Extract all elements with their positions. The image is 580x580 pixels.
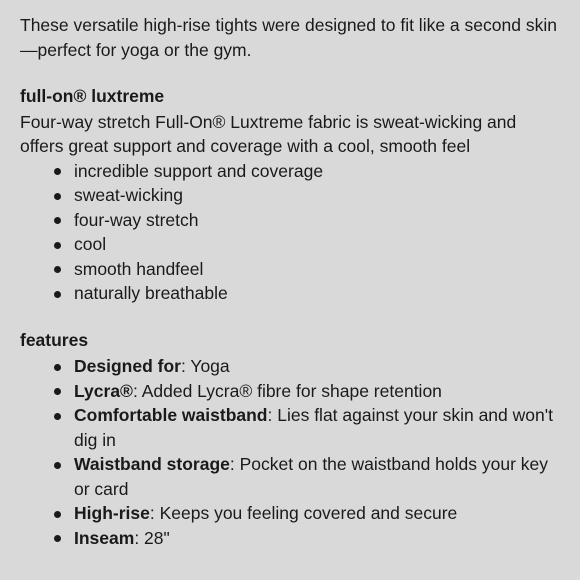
feature-list-item [74,526,560,551]
fabric-heading: full-on® luxtreme [20,86,165,106]
fabric-list-item [74,281,560,306]
bullet-icon [54,413,61,420]
feature-label: Inseam [74,527,135,548]
bullet-icon [54,462,61,469]
features-list [20,354,560,550]
fabric-description: Four-way stretch Full-On® Luxtreme fabric is sweat-wicking and offers great support and coverage with a cool, smooth feel [20,111,517,156]
bullet-icon [54,364,61,371]
bullet-icon [54,193,61,200]
fabric-list-item [74,183,560,208]
fabric-list-item [74,232,560,257]
feature-list-item [74,452,560,501]
fabric-list-item [74,208,560,233]
feature-text: : Added Lycra® fibre for shape retention [132,380,442,401]
feature-text: : Yoga [180,356,230,376]
fabric-item-text: cool [74,234,107,254]
bullet-icon [54,535,61,542]
feature-label: High-rise [74,503,150,523]
features-heading: features [20,329,89,350]
feature-label: Designed for [74,356,181,376]
bullet-icon [54,291,61,298]
fabric-item-text: incredible support and coverage [74,160,324,181]
fabric-list-item [74,257,560,282]
intro-text: These versatile high-rise tights were designed to fit like a second skin—perfect for yoga or the gym. [20,15,557,60]
feature-list-item [74,403,560,452]
feature-label: Lycra® [74,380,133,401]
bullet-icon [54,266,61,273]
feature-text: : Keeps you feeling covered and secure [149,503,458,523]
bullet-icon [54,511,61,518]
fabric-item-text: smooth handfeel [74,258,204,279]
feature-text: : Lies flat against your skin and won't dig in [74,405,553,450]
feature-list-item [74,379,560,404]
fabric-list-item [74,159,560,184]
bullet-icon [54,168,61,175]
fabric-list [20,159,560,306]
feature-list-item [74,354,560,379]
bullet-icon [54,388,61,395]
feature-label: Waistband storage [74,454,230,474]
bullet-icon [54,217,61,224]
bullet-icon [54,242,61,249]
feature-list-item [74,501,560,526]
fabric-item-text: sweat-wicking [74,185,183,205]
feature-text: : Pocket on the waistband holds your key or card [74,454,549,499]
feature-text: : 28" [134,527,170,548]
feature-label: Comfortable waistband [74,405,268,425]
fabric-item-text: four-way stretch [74,209,199,230]
fabric-item-text: naturally breathable [74,283,228,303]
